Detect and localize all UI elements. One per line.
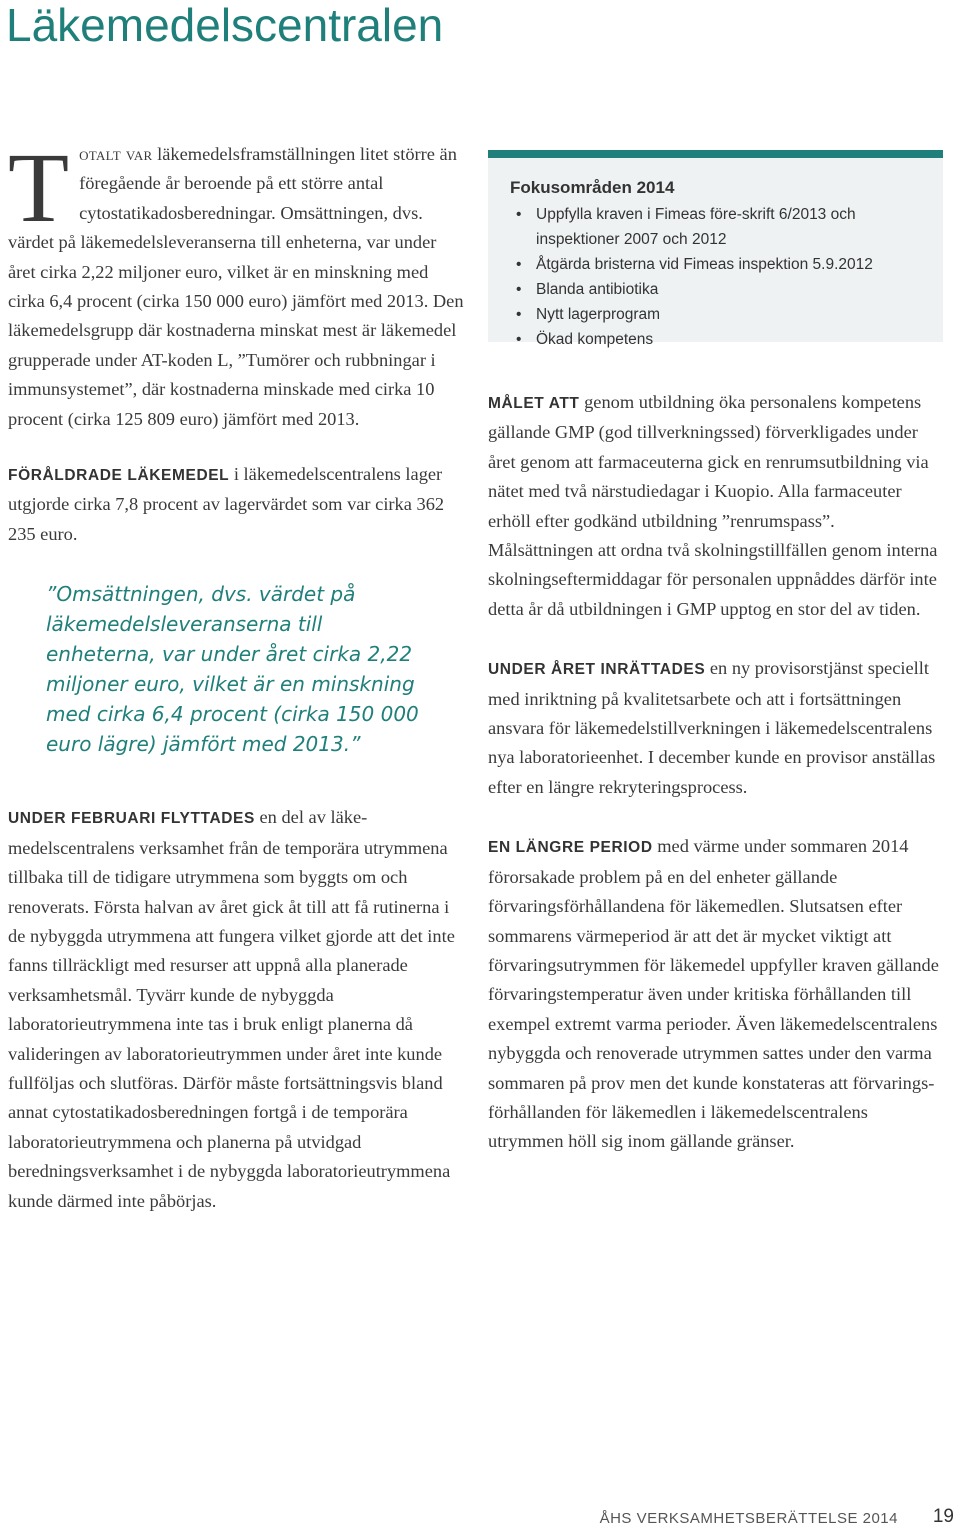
focus-box <box>488 150 943 348</box>
paragraph-under-aret <box>488 654 943 802</box>
bullet-icon: • <box>516 281 522 298</box>
focus-item: • Åtgärda bristerna vid Fimeas inspektion 5.9.2012 <box>510 252 923 277</box>
bullet-icon: • <box>516 331 522 348</box>
focus-item: • Nytt lagerprogram <box>510 302 923 327</box>
text-februari: en del av läkemedelscentralens verksamhet från de temporära utrymmena tillbaka till de tidigare utrymmena som byggts om och renoverats. Första halvan av året gick åt till att få rutinerna i de nybyggda utrymmena att fungera vilket gjorde att det inte fanns tillräckligt med resurser att uppnå alla planerade verksamhetsmål. Tyvärr kunde de nybyggda laboratorieutrymmena inte tas i bruk enligt planerna då valideringen av laboratorieutrymmen under året inte kunde fullföljas och slutföras. Därför måste fortsättningsvis bland annat cytostatikadosberedningen fortgå i de temporära laboratorieutrymmena och planerna på utvidgad beredningsverksamhet i de nybyggda laboratorieutrymmena kunde därmed inte påbörjas. <box>8 807 455 1211</box>
lead-malet: MÅLET ATT <box>488 395 580 412</box>
text-langre-period: med värme under sommaren 2014 förorsakade problem på en del enheter gällande förvaringsförhållandena för läkemedlen. Slutsatsen efter sommarens värmeperiod är att det är mycket viktigt att förvaringsutrymmen för läkemedel uppfyller kraven gällande förvaringstemperatur även under kritiska förhållanden till exempel extremt varma perioder. Även läkemedelscentralens nybyggda och renoverade utrymmen sattes under den varma sommaren på prov men det kunde konstateras att förvaringsförhållanden för läkemedlen i läkemedelscentralens utrymmen höll sig inom gällande gränser. <box>488 836 939 1152</box>
right-column <box>488 150 943 1157</box>
text-foraldrade: i läkemedelscentralens lager utgjorde cirka 7,8 procent av lagervärdet som var cirka 362 235 euro. <box>8 464 445 544</box>
page-number: 19 <box>932 1506 954 1527</box>
page-title: Läkemedelscentralen <box>6 0 444 51</box>
left-column <box>8 132 464 1216</box>
lead-under-aret: UNDER ÅRET INRÄTTADES <box>488 661 706 679</box>
text-under-aret: en ny provisorstjänst speciellt med inriktning på kvalitetsarbete och att i fortsättningen ansvara för läkemedelstillverkningen i läkemedelscentralens nya laboratorieenhet. I december kunde en provisor anställas efter en längre rekryteringsprocess. <box>488 658 936 797</box>
paragraph-langre-period <box>488 832 943 1156</box>
text-malet: genom utbildning öka personalens kompetens gällande GMP (god tillverkningssed) förverkligades under året genom att farmaceuterna gick en renrumsutbildning via nätet med två närstudiedagar i Kuopio. Alla farmaceuter erhöll efter godkänd utbildning ”renrumspass”. Målsättningen att ordna två skolningstillfällen genom interna skolningseftermiddagar för personalen uppnåddes därför inte detta år då utbildningen i GMP upptog en stor del av tiden. <box>488 392 938 619</box>
intro-smallcaps: otalt var <box>79 144 153 164</box>
footer-label: ÅHS VERKSAMHETSBERÄTTELSE 2014 <box>599 1510 898 1527</box>
intro-paragraph <box>8 132 464 434</box>
lead-februari: UNDER FEBRUARI FLYTTADES <box>8 810 255 828</box>
focus-item: • Blanda antibiotika <box>510 277 923 302</box>
pull-quote: ”Omsättningen, dvs. värdet på läkemedelsleveranserna till enheterna, var under året cirka 2,22 miljoner euro, vilket är en minskning med cirka 6,4 procent (cirka 150 000 euro lägre) jämfört med 2013.” <box>46 582 419 757</box>
page-footer <box>0 1508 960 1530</box>
drop-cap: T <box>8 132 70 243</box>
focus-item: • Uppfylla kraven i Fimeas före-skrift 6/2013 och inspektioner 2007 och 2012 <box>510 202 923 252</box>
intro-text: läkemedelsframställningen litet större än föregående år beroende på ett större antal cytostatikadosberedningar. Omsättningen, dvs. värdet på läkemedelsleveranserna till enheterna, var under året cirka 2,22 miljoner euro, vilket är en minskning med cirka 6,4 procent (cirka 150 000 euro) jämfört med 2013. Den läkemedelsgrupp där kostnaderna minskat mest är läkemedel grupperade under AT-koden L, ”Tumörer och rubbningar i immunsystemet”, där kostnaderna minskade med cirka 10 procent (cirka 125 809 euro) jämfört med 2013. <box>8 144 464 429</box>
bullet-icon: • <box>516 256 522 273</box>
paragraph-malet <box>488 388 943 624</box>
bullet-icon: • <box>516 206 522 223</box>
focus-list <box>510 202 923 352</box>
paragraph-foraldrade <box>8 460 464 549</box>
lead-langre-period: EN LÄNGRE PERIOD <box>488 839 653 857</box>
focus-item: • Ökad kompetens <box>510 327 923 352</box>
bullet-icon: • <box>516 306 522 323</box>
paragraph-februari <box>8 803 464 1216</box>
lead-foraldrade: FÖRÅLDRADE LÄKEMEDEL <box>8 467 230 485</box>
focus-title: Fokusområden 2014 <box>510 178 675 197</box>
